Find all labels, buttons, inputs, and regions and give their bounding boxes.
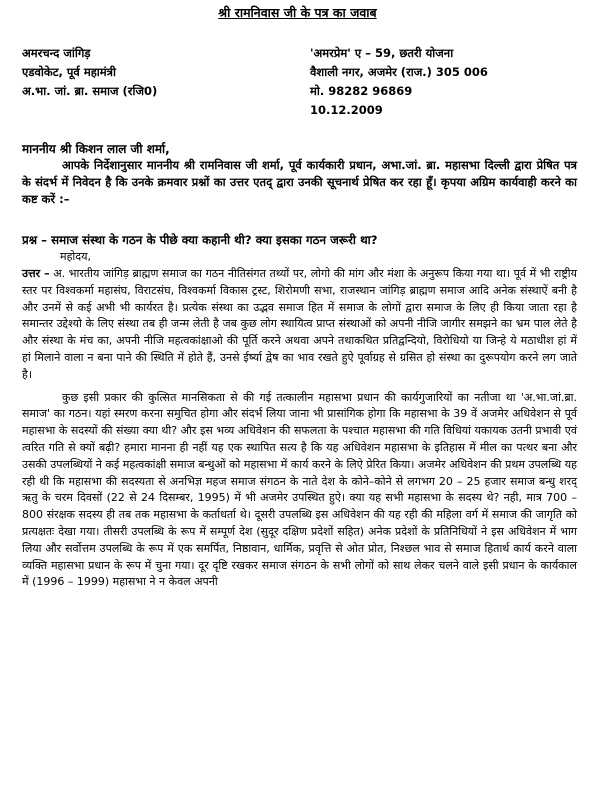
answer-paragraph-1	[22, 266, 577, 384]
sender-name: अमरचन्द जांगिड़	[22, 46, 91, 60]
answer-paragraph-1-text: अ. भारतीय जांगिड़ ब्राह्मण समाज का गठन नीतिसंगत तथ्यों पर, लोगो की मांग और मंशा के अनुरूप किया गया था। पूर्व में भी राष्ट्रीय स्तर पर विश्वकर्मा महासंघ, विराटसंघ, विश्वकर्मा विकास ट्रस्ट, शिरोमणी सभा, राजस्थान जांगिड़ ब्राह्मण समाज आदि अनेक संस्थाऐं बनी है और उनमें से कई अभी भी कार्यरत है। प्रत्येक संस्था का उद्भव समाज हित में समाज के लोगों द्वारा समाज के लिए ही किया जाता रहा है समान्तर उद्देश्यो के लिए संस्था तब ही जन्म लेती है जब कुछ लोग स्थायित्व प्राप्त संस्थाओं को अपनी नीजि जागीर समझने का भ्रम पाल लेते है और संस्था के मंच का, अपनी नीजि महत्वकांक्षाओ की पूर्ति करने अथवा अपने तथाकथित प्रतिद्वन्दियो, विरोधियो या जिन्हे ये मठाधीश हां में हां मिलाने वाला न बना पाने की स्थिति में होते हैं, उनसे ईर्ष्या द्वेष का भाव रखते हुऐ पूर्वाग्रह से ग्रसित हो संस्था का दुरूपयोग करने लग जाते है।	[22, 267, 577, 381]
salutation: माननीय श्री किशन लाल जी शर्मा,	[22, 142, 170, 156]
answer-paragraph-2: कुछ इसी प्रकार की कुत्सित मानसिकता से की गई तत्कालीन महासभा प्रधान की कार्यगुजारियों का नतीजा था 'अ.भा.जां.ब्रा. समाज' का गठन। यहां स्मरण करना समुचित होगा और संदर्भ लिया जाना भी प्रासांगिक होगा कि महासभा के 39 वें अजमेर अधिवेशन से पूर्व महासभा के सदस्यों की संख्या क्या थी? और इस भव्य अधिवेशन की सफलता के पश्चात महासभा की गति विधियां यकायक उतनी प्रभावी एवं त्वरित गति से क्यों बढ़ी? हमारा मानना ही नहीं यह एक स्थापित सत्य है कि यह अधिवेशन महासभा के इतिहास में मील का पत्थर बना और उसकी उपलब्धियों ने कई महत्वकांक्षी समाज बन्धुओं को महासभा में कार्य करने के लिऐ प्रेरित किया। अजमेर अधिवेशन की प्रथम उपलब्धि यह रही थी कि महासभा की सदस्यता से अनभिज्ञ महज समाज संगठन के नाते देश के कोने–कोने से लगभग 20 – 25 हजार समाज बन्धु शरद् ऋतु के चरम दिवसों (22 से 24 दिसम्बर, 1995) में भी अजमेर उपस्थित हुऐ। क्या यह सभी महासभा के सदस्य थे? नही, मात्र 700 – 800 संरक्षक सदस्य ही तब तक महासभा के कर्ताधर्ता थे। दूसरी उपलब्धि इस अधिवेशन की यह रही की महिला वर्ग में समाज की जागृति को प्रत्यक्षतः देखा गया। तीसरी उपलब्धि के रूप में सम्पूर्ण देश (सुदूर दक्षिण प्रदेशों सहित) अनेक प्रदेशों के प्रतिनिधियों ने इस अधिवेशन में भाग लिया और सर्वोत्तम उपलब्धि के रूप में एक समर्पित, निष्ठावान, धार्मिक, प्रवृत्ति से ओत प्रोत, निश्छल भाव से समाज हितार्थ कार्य करने वाला व्यक्ति महासभा प्रधान के रूप में चुना गया। दूर दृष्टि रखकर समाज संगठन के सभी लोगों को साथ लेकर चलने वाले इसी प्रधान के कार्यकाल में (1996 – 1999) महासभा ने न केवल अपनी	[22, 390, 577, 589]
greeting: महोदय,	[60, 250, 91, 263]
letter-date: 10.12.2009	[310, 103, 383, 117]
intro-paragraph: आपके निर्देशानुसार माननीय श्री रामनिवास जी शर्मा, पूर्व कार्यकारी प्रधान, अभा.जां. ब्रा. महासभा दिल्ली द्वारा प्रेषित पत्र के संदर्भ में निवेदन है कि उनके क्रमवार प्रश्नों का उत्तर एतद् द्वारा उनकी सूचनार्थ प्रेषित कर रहा हूँ। कृपया अग्रिम कार्यवाही करने का कष्ट करें :–	[22, 158, 577, 206]
answer-label: उत्तर –	[22, 267, 50, 280]
address-line-1: 'अमरप्रेम' ए – 59, छतरी योजना	[310, 46, 454, 60]
sender-block	[22, 44, 157, 101]
address-block	[310, 44, 488, 120]
letter-title: श्री रामनिवास जी के पत्र का जवाब	[218, 5, 377, 20]
sender-designation: एडवोकेट, पूर्व महामंत्री	[22, 65, 116, 79]
address-line-2: वैशाली नगर, अजमेर (राज.) 305 006	[310, 65, 488, 79]
question-heading: प्रश्न – समाज संस्था के गठन के पीछे क्या कहानी थी? क्या इसका गठन जरूरी था?	[22, 233, 378, 247]
answer-body	[22, 266, 577, 591]
phone-number: मो. 98282 96869	[310, 84, 413, 98]
sender-organization: अ.भा. जां. ब्रा. समाज (रजि0)	[22, 84, 158, 98]
